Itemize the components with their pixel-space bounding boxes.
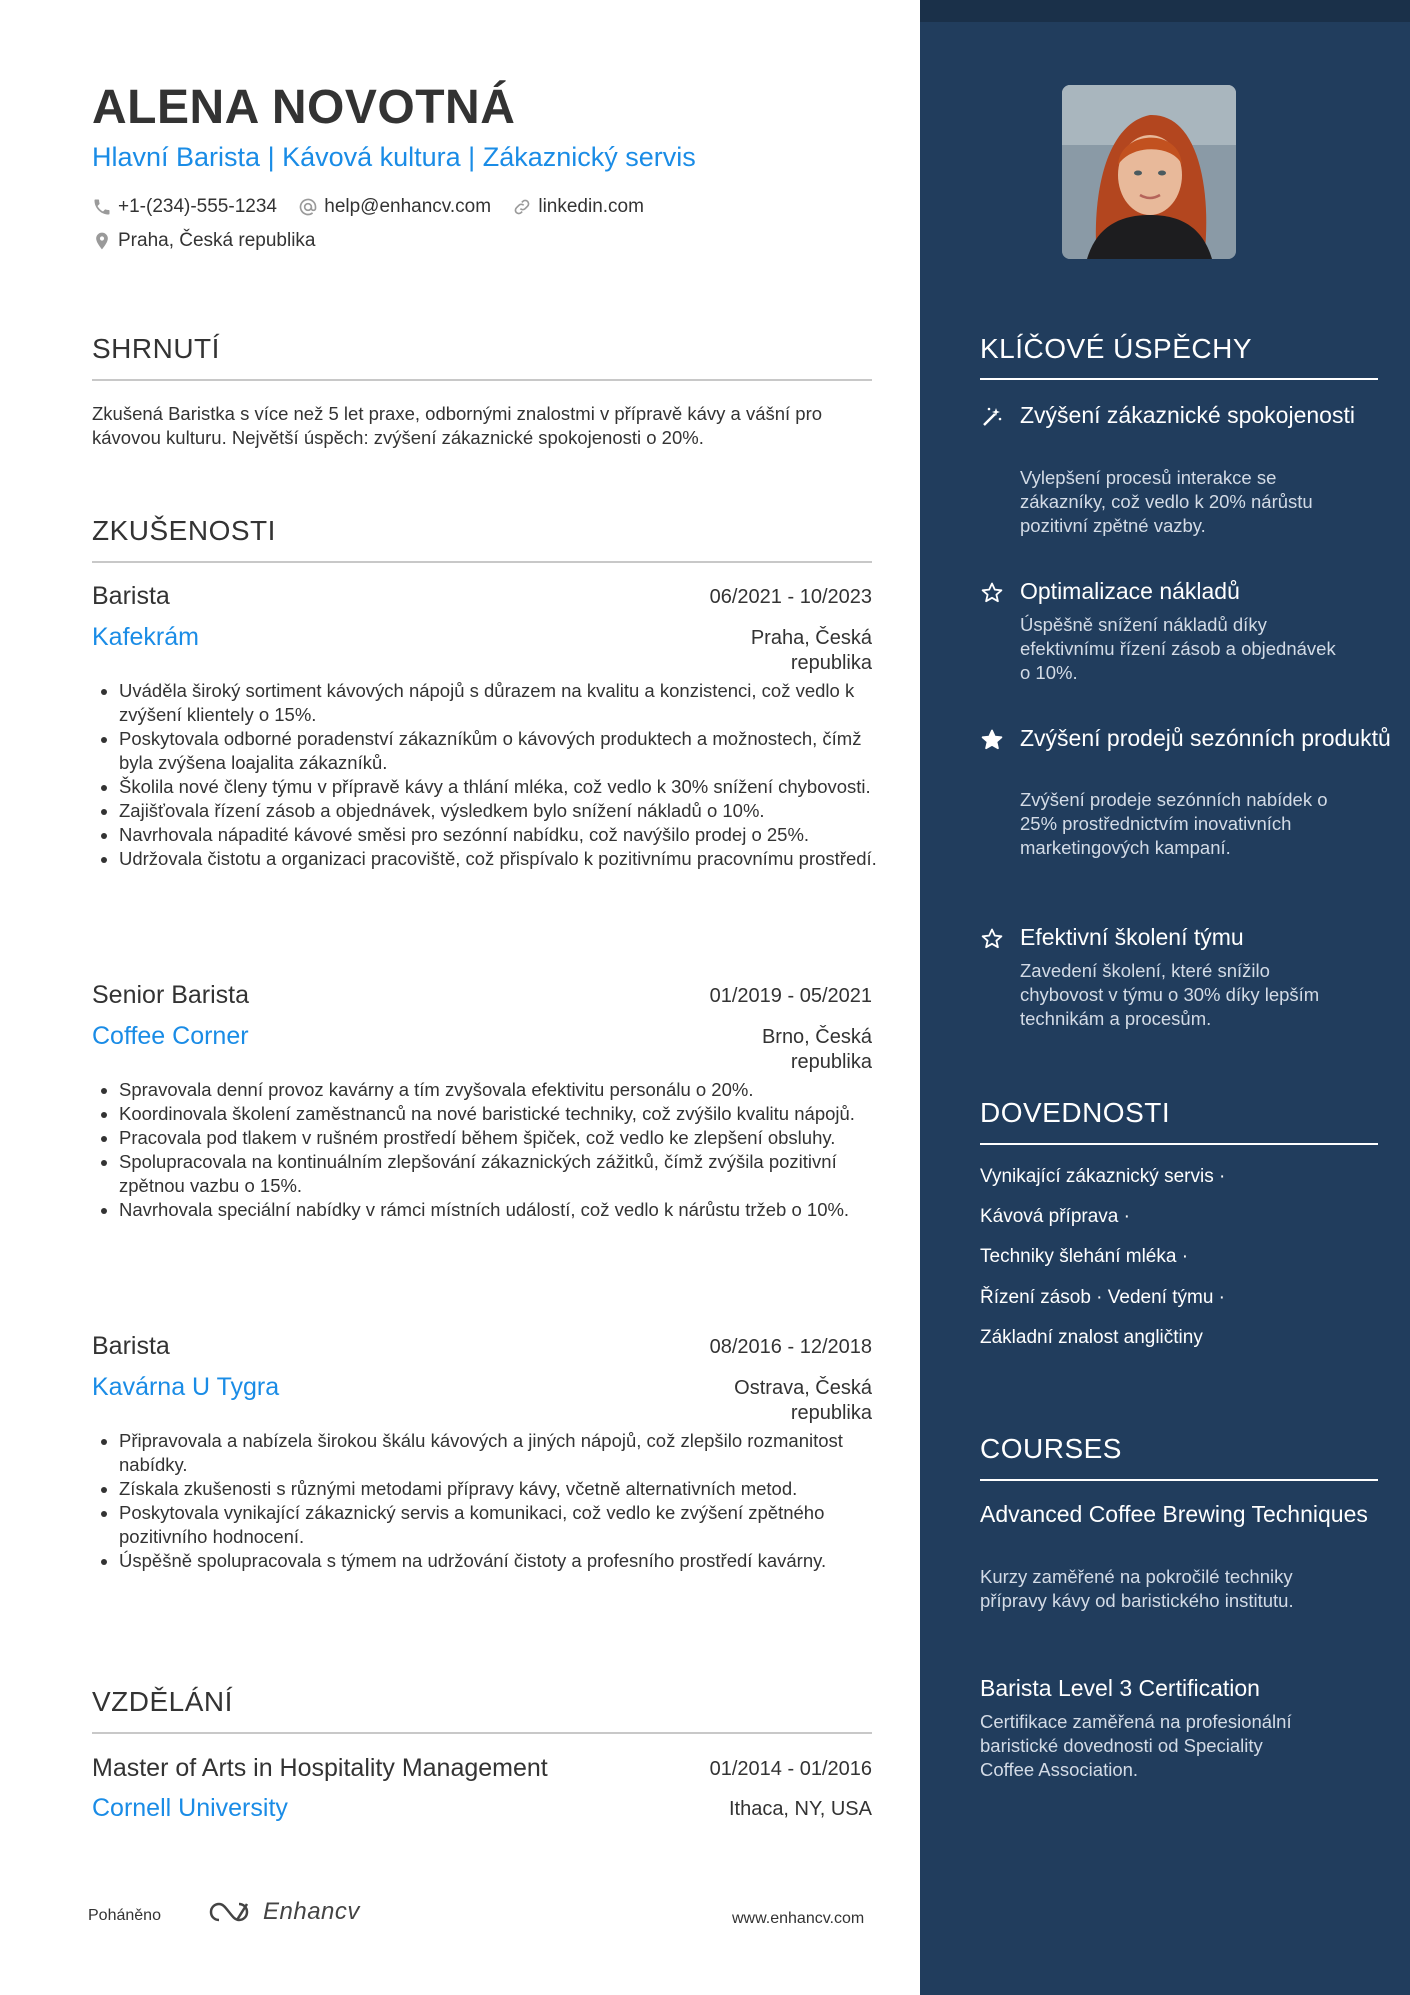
experience-divider <box>92 561 872 563</box>
job-bullet: • Pracovala pod tlakem v rušném prostředí během špiček, což vedlo ke zlepšení obsluhy. <box>119 1126 879 1150</box>
job-bullet: • Navrhovala speciální nabídky v rámci místních událostí, což vedlo k nárůstu tržeb o 10%. <box>119 1198 879 1222</box>
skill-line: Vynikající zákaznický servis · <box>980 1166 1226 1187</box>
course-title: Barista Level 3 Certification <box>980 1675 1260 1701</box>
summary-text: Zkušená Baristka s více než 5 let praxe, odbornými znalostmi v přípravě kávy a vášní pro kávovou kulturu. Největší úspěch: zvýšení zákaznické spokojenosti o 20%. <box>92 403 823 448</box>
linkedin-contact[interactable] <box>512 196 644 218</box>
footer-logo[interactable] <box>207 1898 360 1926</box>
job-role: Senior Barista <box>92 981 250 1009</box>
skills-heading: DOVEDNOSTI <box>980 1097 1171 1128</box>
email-text: help@enhancv.com <box>324 196 492 217</box>
location-contact <box>92 230 316 252</box>
course-description: Kurzy zaměřené na pokročilé techniky přípravy kávy od baristického institutu. <box>980 1566 1294 1611</box>
magic-wand-icon <box>980 405 1004 429</box>
achievement-description: Vylepšení procesů interakce se zákazníky, což vedlo k 20% nárůstu pozitivní zpětné vazby. <box>1020 467 1313 536</box>
summary-heading: SHRNUTÍ <box>92 333 220 364</box>
job-dates: 08/2016 - 12/2018 <box>709 1336 872 1358</box>
sidebar-top-band <box>920 0 1410 22</box>
achievement-description: Úspěšně snížení nákladů díky efektivnímu řízení zásob a objednávek o 10%. <box>1020 614 1336 683</box>
education-location: Ithaca, NY, USA <box>728 1798 872 1820</box>
skill-line: Techniky šlehání mléka · <box>980 1246 1189 1267</box>
profile-photo-graphic <box>1062 85 1236 259</box>
skill-line: Kávová příprava · <box>980 1206 1130 1227</box>
phone-icon <box>92 197 112 217</box>
job-bullet: • Získala zkušenosti s různými metodami přípravy kávy, včetně alternativních metod. <box>119 1477 879 1501</box>
job-location: Ostrava, Česká republika <box>734 1377 872 1424</box>
job-bullet: • Úspěšně spolupracovala s týmem na udržování čistoty a profesního prostředí kavárny. <box>119 1549 879 1573</box>
skill-line: Řízení zásob · Vedení týmu · <box>980 1287 1226 1308</box>
job-bullet: • Koordinovala školení zaměstnanců na nové baristické techniky, což zvýšilo kvalitu nápojů. <box>119 1102 879 1126</box>
candidate-tagline: Hlavní Barista | Kávová kultura | Zákaznický servis <box>92 142 696 172</box>
job-role: Barista <box>92 582 170 610</box>
job-location: Brno, Česká republika <box>761 1026 872 1073</box>
sidebar <box>920 0 1410 1995</box>
location-pin-icon <box>92 231 112 251</box>
job-bullets <box>92 1078 879 1222</box>
candidate-name: ALENA NOVOTNÁ <box>92 81 516 134</box>
job-location: Praha, Česká republika <box>750 627 872 674</box>
link-icon <box>512 197 532 217</box>
course-title: Advanced Coffee Brewing Techniques <box>980 1501 1368 1527</box>
footer-powered-label: Poháněno <box>88 1907 161 1924</box>
footer-brand: Enhancv <box>263 1898 360 1925</box>
enhancv-logo-icon <box>207 1899 255 1925</box>
job-bullet: • Spolupracovala na kontinuálním zlepšování zákaznických zážitků, čímž zvýšila pozitivní zpětnou vazbu o 15%. <box>119 1150 879 1198</box>
location-text: Praha, Česká republika <box>118 230 316 251</box>
profile-photo <box>1062 85 1236 259</box>
achievement-title: Zvýšení prodejů sezónních produktů <box>1020 725 1391 751</box>
achievement-title: Optimalizace nákladů <box>1020 578 1240 604</box>
job-dates: 01/2019 - 05/2021 <box>709 985 872 1007</box>
linkedin-text: linkedin.com <box>538 196 644 217</box>
job-role: Barista <box>92 1332 170 1360</box>
education-divider <box>92 1732 872 1734</box>
education-school: Cornell University <box>92 1794 288 1822</box>
job-bullets <box>92 679 879 871</box>
skills-divider <box>980 1143 1378 1145</box>
achievements-heading: KLÍČOVÉ ÚSPĚCHY <box>980 333 1253 364</box>
job-bullet: • Školila nové členy týmu v přípravě kávy a thlání mléka, což vedlo k 30% snížení chybovosti. <box>119 775 879 799</box>
achievement-title: Efektivní školení týmu <box>1020 924 1244 950</box>
job-company: Coffee Corner <box>92 1022 249 1050</box>
courses-heading: COURSES <box>980 1433 1122 1464</box>
phone-contact[interactable] <box>92 196 277 218</box>
phone-text: +1-(234)-555-1234 <box>118 196 277 217</box>
job-company: Kafekrám <box>92 623 199 651</box>
at-icon <box>298 197 318 217</box>
education-degree: Master of Arts in Hospitality Management <box>92 1754 548 1782</box>
job-bullet: • Navrhovala nápadité kávové směsi pro sezónní nabídku, což navýšilo prodej o 25%. <box>119 823 879 847</box>
education-dates: 01/2014 - 01/2016 <box>709 1758 872 1780</box>
courses-divider <box>980 1479 1378 1481</box>
job-dates: 06/2021 - 10/2023 <box>709 586 872 608</box>
star-filled-icon <box>980 728 1004 752</box>
job-bullet: • Poskytovala vynikající zákaznický servis a komunikaci, což vedlo ke zvýšení zpětného pozitivního hodnocení. <box>119 1501 879 1549</box>
job-bullets <box>92 1429 879 1573</box>
achievement-description: Zavedení školení, které snížilo chybovost v týmu o 30% díky lepším technikám a procesům. <box>1020 960 1320 1029</box>
star-outline-icon <box>980 927 1004 951</box>
achievement-description: Zvýšení prodeje sezónních nabídek o 25% prostřednictvím inovativních marketingových kampaní. <box>1020 789 1328 858</box>
job-bullet: • Spravovala denní provoz kavárny a tím zvyšovala efektivitu personálu o 20%. <box>119 1078 879 1102</box>
email-contact[interactable] <box>298 196 491 218</box>
footer-url[interactable]: www.enhancv.com <box>732 1910 865 1927</box>
job-bullet: • Zajišťovala řízení zásob a objednávek, výsledkem bylo snížení nákladů o 10%. <box>119 799 879 823</box>
education-heading: VZDĚLÁNÍ <box>92 1686 233 1717</box>
job-company: Kavárna U Tygra <box>92 1373 280 1401</box>
skill-line: Základní znalost angličtiny <box>980 1327 1203 1348</box>
achievements-divider <box>980 378 1378 380</box>
job-bullet: • Poskytovala odborné poradenství zákazníkům o kávových produktech a možnostech, čímž byla zvýšena loajalita zákazníků. <box>119 727 879 775</box>
job-bullet: • Připravovala a nabízela širokou škálu kávových a jiných nápojů, což zlepšilo rozmanitost nabídky. <box>119 1429 879 1477</box>
job-bullet: • Udržovala čistotu a organizaci pracoviště, což přispívalo k pozitivnímu pracovnímu prostředí. <box>119 847 879 871</box>
contact-row <box>92 196 660 223</box>
achievement-title: Zvýšení zákaznické spokojenosti <box>1020 402 1355 428</box>
summary-divider <box>92 379 872 381</box>
course-description: Certifikace zaměřená na profesionální baristické dovednosti od Speciality Coffee Association. <box>980 1711 1292 1780</box>
star-outline-icon <box>980 581 1004 605</box>
job-bullet: • Uváděla široký sortiment kávových nápojů s důrazem na kvalitu a konzistenci, což vedlo k zvýšení klientely o 15%. <box>119 679 879 727</box>
experience-heading: ZKUŠENOSTI <box>92 515 276 546</box>
